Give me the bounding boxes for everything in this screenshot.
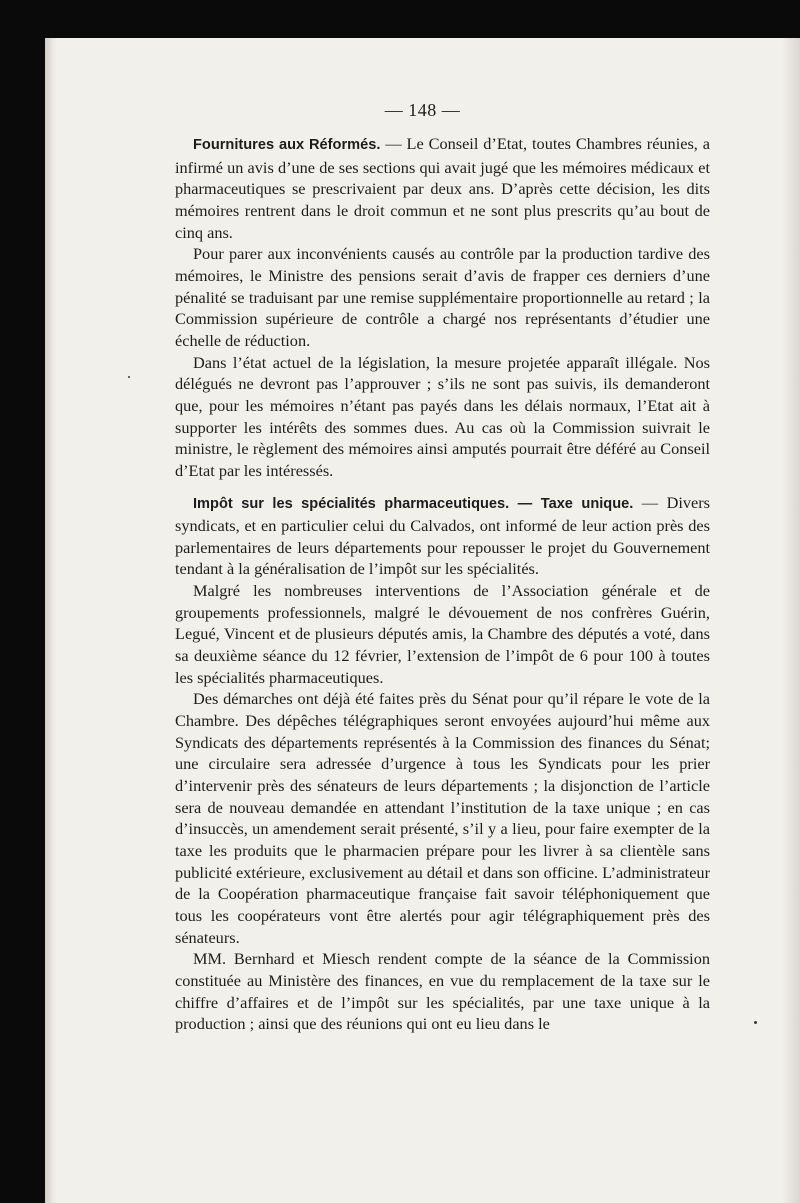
paragraph-impot-intro xyxy=(175,492,710,581)
scan-speck xyxy=(754,1021,757,1024)
paragraph-text: — Divers syndicats, et en particulier celui du Calvados, ont informé de leur action près des parlementaires de leurs départements pour repousser le projet du Gouvernement tendant à la généralisation de l’impôt sur les spécialités. xyxy=(175,492,710,579)
paragraph: MM. Bernhard et Miesch rendent compte de la séance de la Commission constituée au Ministère des finances, en vue du remplacement de la taxe sur le chiffre d’affaires et de l’impôt sur les spécialités, par une taxe unique à la production ; ainsi que des réunions qui ont eu lieu dans le xyxy=(175,949,710,1034)
paragraph: Dans l’état actuel de la législation, la mesure projetée apparaît illégale. Nos délégués ne devront pas l’approuver ; s’ils ne sont pas suivis, ils demanderont que, pour les mémoires n’étant pas payés dans les délais normaux, l’Etat ait à supporter les intérêts des sommes dues. Au cas où la Commission suivrait le ministre, le règlement des mémoires ainsi amputés pourrait être déféré au Conseil d’Etat par les intéressés. xyxy=(175,352,710,480)
paragraph: Pour parer aux inconvénients causés au contrôle par la production tardive des mémoires, le Ministre des pensions serait d’avis de frapper ces derniers d’une pénalité se traduisant par une remise supplémentaire proportionnelle au retard ; la Commission supérieure de contrôle a chargé nos représentants d’étudier une échelle de réduction. xyxy=(175,244,710,350)
body-text xyxy=(175,133,710,1035)
page-number: — 148 — xyxy=(384,100,461,120)
page-right-edge xyxy=(782,38,800,1203)
heading-impot-specialites: Impôt sur les spécialités pharmaceutiques. — Taxe unique. xyxy=(193,495,634,512)
paragraph-text: — Le Conseil d’Etat, toutes Chambres réunies, a infirmé un avis d’une de ses sections qui avait jugé que les mémoires médicaux et pharmaceutiques se prescrivaient par deux ans. D’après cette décision, les dits mémoires rentrent dans le droit commun et ne sont plus prescrits qu’au bout de cinq ans. xyxy=(175,134,710,242)
heading-fournitures-aux-reformes: Fournitures aux Réformés. xyxy=(193,137,381,153)
page-left-edge xyxy=(45,38,57,1203)
scan-speck xyxy=(128,376,130,378)
paragraph: Malgré les nombreuses interventions de l’Association générale et de groupements professionnels, malgré le dévouement de nos confrères Guérin, Legué, Vincent et de plusieurs députés amis, la Chambre des députés a voté, dans sa deuxième séance du 12 février, l’extension de l’impôt de 6 pour 100 à toutes les spécialités pharmaceutiques. xyxy=(175,581,710,687)
paragraph-fournitures-intro xyxy=(175,133,710,243)
paragraph: Des démarches ont déjà été faites près du Sénat pour qu’il répare le vote de la Chambre. Des dépêches télégraphiques seront envoyées aujourd’hui même aux Syndicats des départements représentés à la Commission des finances du Sénat; une circulaire sera adressée d’urgence à tous les Syndicats pour les prier d’intervenir près des sénateurs de leurs départements ; la disjonction de l’article sera de nouveau demandée en attendant l’institution de la taxe unique ; en cas d’insuccès, un amendement serait présenté, s’il y a lieu, pour faire exempter de la taxe les produits que le pharmacien prépare pour les livrer à sa clientèle sans publicité extérieure, exclusivement au détail et dans son officine. L’administrateur de la Coopération pharmaceutique française fait savoir téléphoniquement que tous les coopérateurs vont être alertés pour agir télégraphiquement près des sénateurs. xyxy=(175,689,710,947)
document-page xyxy=(45,38,800,1203)
